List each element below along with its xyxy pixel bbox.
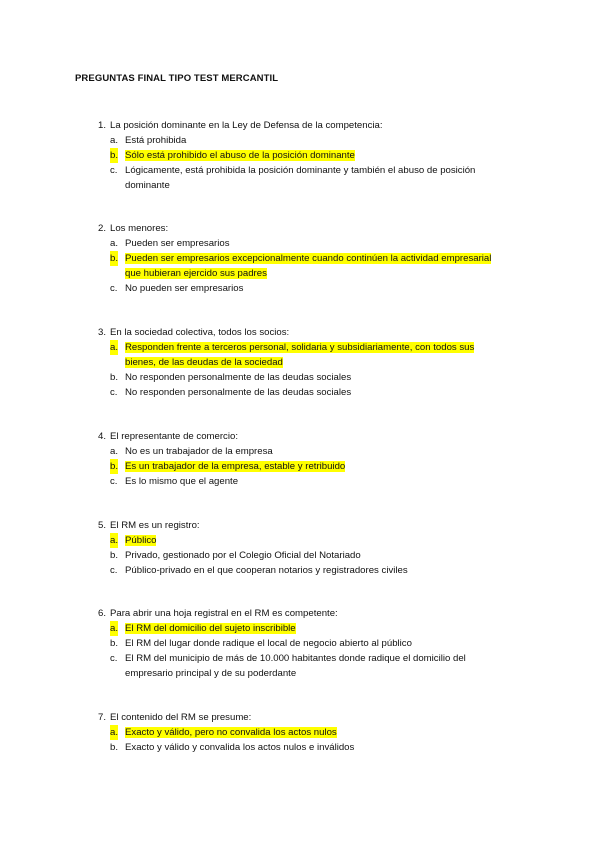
option-letter: b. (110, 550, 119, 561)
option-letter: a. (110, 727, 119, 738)
question-block (0, 518, 600, 578)
question-number: 7. (97, 712, 106, 723)
option-letter: a. (110, 342, 119, 353)
highlighted-answer-text: Pueden ser empresarios excepcionalmente cuando continúen la actividad empresarial (125, 253, 492, 264)
question-block (0, 118, 600, 193)
option-text: Lógicamente, está prohibida la posición dominante y también el abuso de posición (125, 165, 476, 176)
question-block (0, 429, 600, 489)
option-text: Exacto y válido y convalida los actos nulos e inválidos (125, 742, 355, 753)
option-text: Público-privado en el que cooperan notarios y registradores civiles (125, 565, 408, 576)
option-letter: b. (110, 372, 119, 383)
answer-option (0, 133, 600, 148)
question-text: Para abrir una hoja registral en el RM es competente: (110, 608, 338, 619)
highlighted-answer-text: que hubieran ejercido sus padres (125, 268, 267, 279)
answer-option (0, 533, 600, 548)
highlighted-answer-text: Público (125, 535, 157, 546)
question-block (0, 325, 600, 400)
question-row (0, 118, 600, 133)
option-text: Está prohibida (125, 135, 187, 146)
option-text: No es un trabajador de la empresa (125, 446, 273, 457)
question-row (0, 518, 600, 533)
option-text: Privado, gestionado por el Colegio Oficial del Notariado (125, 550, 361, 561)
option-text: dominante (125, 180, 170, 191)
option-text: Es lo mismo que el agente (125, 476, 239, 487)
question-number: 4. (97, 431, 106, 442)
option-text: El RM del lugar donde radique el local de negocio abierto al público (125, 638, 412, 649)
answer-option (0, 340, 600, 370)
option-text: No responden personalmente de las deudas sociales (125, 372, 352, 383)
option-letter: a. (110, 623, 119, 634)
option-letter: c. (110, 653, 118, 664)
question-block (0, 606, 600, 681)
question-text: Los menores: (110, 223, 169, 234)
answer-option (0, 236, 600, 251)
option-letter: c. (110, 165, 118, 176)
answer-option (0, 251, 600, 281)
question-row (0, 429, 600, 444)
option-letter: b. (110, 461, 119, 472)
highlighted-answer-text: Exacto y válido, pero no convalida los actos nulos (125, 727, 337, 738)
question-block (0, 221, 600, 296)
question-number: 1. (97, 120, 106, 131)
question-row (0, 710, 600, 725)
option-text: No pueden ser empresarios (125, 283, 244, 294)
answer-option (0, 740, 600, 755)
answer-option (0, 548, 600, 563)
answer-option (0, 444, 600, 459)
question-row (0, 325, 600, 340)
question-row (0, 221, 600, 236)
question-number: 2. (97, 223, 106, 234)
option-letter: c. (110, 565, 118, 576)
question-text: El representante de comercio: (110, 431, 238, 442)
highlighted-answer-text: El RM del domicilio del sujeto inscribible (125, 623, 296, 634)
option-letter: c. (110, 387, 118, 398)
answer-option (0, 725, 600, 740)
answer-option (0, 459, 600, 474)
question-text: En la sociedad colectiva, todos los socios: (110, 327, 290, 338)
option-letter: b. (110, 742, 119, 753)
option-letter: a. (110, 135, 119, 146)
answer-option (0, 621, 600, 636)
answer-option (0, 474, 600, 489)
option-letter: a. (110, 535, 119, 546)
question-number: 5. (97, 520, 106, 531)
question-text: La posición dominante en la Ley de Defensa de la competencia: (110, 120, 383, 131)
option-letter: b. (110, 150, 119, 161)
answer-option (0, 563, 600, 578)
option-text: No responden personalmente de las deudas sociales (125, 387, 352, 398)
answer-option (0, 370, 600, 385)
option-letter: b. (110, 638, 119, 649)
highlighted-answer-text: bienes, de las deudas de la sociedad (125, 357, 283, 368)
option-text: El RM del municipio de más de 10.000 habitantes donde radique el domicilio del (125, 653, 466, 664)
option-text: empresario principal y de su poderdante (125, 668, 297, 679)
question-number: 3. (97, 327, 106, 338)
answer-option (0, 651, 600, 681)
option-letter: c. (110, 283, 118, 294)
highlighted-answer-text: Es un trabajador de la empresa, estable y retribuido (125, 461, 346, 472)
option-letter: c. (110, 476, 118, 487)
highlighted-answer-text: Sólo está prohibido el abuso de la posición dominante (125, 150, 355, 161)
document-title: PREGUNTAS FINAL TIPO TEST MERCANTIL (75, 73, 279, 84)
highlighted-answer-text: Responden frente a terceros personal, solidaria y subsidiariamente, con todos sus (125, 342, 475, 353)
answer-option (0, 385, 600, 400)
answer-option (0, 148, 600, 163)
question-number: 6. (97, 608, 106, 619)
option-letter: a. (110, 446, 119, 457)
question-text: El contenido del RM se presume: (110, 712, 252, 723)
question-block (0, 710, 600, 755)
option-letter: b. (110, 253, 119, 264)
answer-option (0, 163, 600, 193)
answer-option (0, 636, 600, 651)
option-letter: a. (110, 238, 119, 249)
option-text: Pueden ser empresarios (125, 238, 230, 249)
question-row (0, 606, 600, 621)
answer-option (0, 281, 600, 296)
question-text: El RM es un registro: (110, 520, 200, 531)
